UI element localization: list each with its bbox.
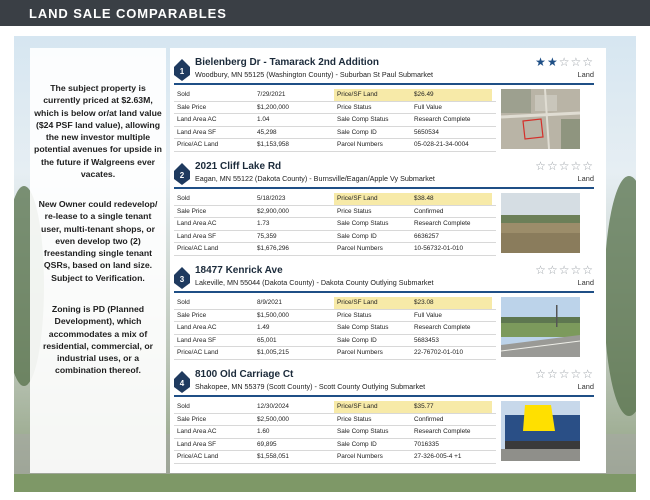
field-label: Price/SF Land xyxy=(337,91,378,98)
table-row xyxy=(174,114,496,127)
table-row xyxy=(174,139,496,152)
field-value: Research Complete xyxy=(414,324,471,332)
field-value: $1,500,000 xyxy=(257,311,289,319)
star-filled-icon: ★ xyxy=(535,55,547,69)
divider xyxy=(174,83,594,85)
field-label: Land Area SF xyxy=(177,440,217,448)
table-row xyxy=(174,297,496,310)
field-label: Sale Comp ID xyxy=(337,440,377,448)
star-empty-icon: ☆ xyxy=(570,263,583,277)
comp-details-table xyxy=(174,193,496,256)
star-empty-icon: ☆ xyxy=(582,367,594,381)
aerial-parcel-photo[interactable] xyxy=(501,89,580,149)
field-label: Land Area AC xyxy=(177,428,217,436)
star-empty-icon: ☆ xyxy=(546,159,559,173)
star-empty-icon: ☆ xyxy=(558,55,571,69)
property-type: Land xyxy=(577,70,594,79)
comp-details-table xyxy=(174,297,496,360)
header-bar xyxy=(0,0,650,26)
field-value: 1.73 xyxy=(257,220,270,228)
field-label: Land Area AC xyxy=(177,324,217,332)
field-label: Sale Comp ID xyxy=(337,336,377,344)
star-empty-icon: ☆ xyxy=(546,263,559,277)
field-label: Sold xyxy=(177,91,190,98)
summary-redevelop-text: New Owner could redevelop/ re-lease to a single tenant user, multi-tenant shops, or even develop two (2) freestanding single tenant QSRs, based on land size. Subject to Verification. xyxy=(38,199,158,283)
property-type: Land xyxy=(577,174,594,183)
field-label: Sale Comp ID xyxy=(337,232,377,240)
comp-address: Woodbury, MN 55125 (Washington County) - Suburban St Paul Submarket xyxy=(195,70,433,79)
comp-name[interactable]: 8100 Old Carriage Ct xyxy=(195,369,294,380)
field-label: Sale Comp Status xyxy=(337,220,389,228)
star-filled-icon: ★ xyxy=(546,55,559,69)
divider xyxy=(174,187,594,189)
field-label: Price Status xyxy=(337,207,372,215)
field-label: Land Area AC xyxy=(177,220,217,228)
comp-details-table xyxy=(174,89,496,152)
field-label: Sale Price xyxy=(177,207,207,215)
field-label: Price/SF Land xyxy=(337,195,378,202)
field-label: Sale Comp Status xyxy=(337,428,389,436)
star-empty-icon: ☆ xyxy=(582,55,594,69)
star-empty-icon: ☆ xyxy=(582,263,594,277)
table-row xyxy=(174,218,496,231)
street-lot-photo[interactable] xyxy=(501,297,580,357)
star-empty-icon: ☆ xyxy=(582,159,594,173)
divider xyxy=(174,395,594,397)
field-label: Price/SF Land xyxy=(337,299,378,306)
field-label: Sold xyxy=(177,403,190,410)
field-value: 27-326-005-4 +1 xyxy=(414,453,462,461)
field-value: 1.60 xyxy=(257,428,270,436)
comp-address: Eagan, MN 55122 (Dakota County) - Burnsville/Eagan/Apple Vy Submarket xyxy=(195,174,435,183)
field-value: $1,558,051 xyxy=(257,453,289,461)
star-empty-icon: ☆ xyxy=(570,55,583,69)
map-pin-icon xyxy=(174,371,190,393)
comp-number: 4 xyxy=(179,379,185,388)
star-empty-icon: ☆ xyxy=(558,367,571,381)
star-empty-icon: ☆ xyxy=(558,159,571,173)
field-value: 45,298 xyxy=(257,128,277,136)
field-value: $1,153,958 xyxy=(257,141,289,149)
field-value: 22-76702-01-010 xyxy=(414,349,464,357)
property-type: Land xyxy=(577,382,594,391)
vacant-lot-photo[interactable] xyxy=(501,193,580,253)
field-label: Price/AC Land xyxy=(177,245,219,253)
field-label: Sale Comp ID xyxy=(337,128,377,136)
field-label: Sold xyxy=(177,299,190,306)
comp-card xyxy=(170,360,606,464)
table-row xyxy=(174,322,496,335)
table-row xyxy=(174,127,496,140)
field-value: $1,676,296 xyxy=(257,245,289,253)
table-row xyxy=(174,310,496,323)
map-pin-icon xyxy=(174,59,190,81)
field-label: Price/AC Land xyxy=(177,349,219,357)
table-row xyxy=(174,193,496,206)
rating-stars xyxy=(535,367,594,381)
field-value: $23.08 xyxy=(414,299,434,306)
field-value: Confirmed xyxy=(414,207,444,215)
field-label: Price/AC Land xyxy=(177,141,219,149)
rating-stars xyxy=(535,263,594,277)
field-value: Research Complete xyxy=(414,220,471,228)
field-label: Sale Price xyxy=(177,415,207,423)
star-empty-icon: ☆ xyxy=(558,263,571,277)
field-value: 1.49 xyxy=(257,324,270,332)
field-value: 6636257 xyxy=(414,232,439,240)
table-row xyxy=(174,414,496,427)
summary-zoning-text: Zoning is PD (Planned Development), which accommodates a mix of residential, commercial, or industrial uses, or a combination thereof. xyxy=(42,304,154,376)
field-label: Price Status xyxy=(337,103,372,111)
table-row xyxy=(174,335,496,348)
star-empty-icon: ☆ xyxy=(535,159,547,173)
field-value: $2,500,000 xyxy=(257,415,289,423)
field-value: 12/30/2024 xyxy=(257,403,289,410)
field-label: Land Area SF xyxy=(177,336,217,344)
comp-number: 1 xyxy=(179,67,185,76)
field-label: Sale Comp Status xyxy=(337,116,389,124)
property-type: Land xyxy=(577,278,594,287)
field-value: Research Complete xyxy=(414,428,471,436)
map-pin-icon xyxy=(174,163,190,185)
star-empty-icon: ☆ xyxy=(535,263,547,277)
table-row xyxy=(174,439,496,452)
comp-name[interactable]: Bielenberg Dr - Tamarack 2nd Addition xyxy=(195,57,379,68)
field-label: Price Status xyxy=(337,311,372,319)
field-value: $1,005,215 xyxy=(257,349,289,357)
comp-card xyxy=(170,48,606,152)
field-label: Land Area SF xyxy=(177,232,217,240)
field-value: Full Value xyxy=(414,103,442,111)
field-value: Full Value xyxy=(414,311,442,319)
field-value: 5/18/2023 xyxy=(257,195,286,202)
field-label: Parcel Numbers xyxy=(337,245,383,253)
table-row xyxy=(174,231,496,244)
field-label: Price/AC Land xyxy=(177,453,219,461)
comp-card xyxy=(170,152,606,256)
divider xyxy=(174,291,594,293)
comp-card xyxy=(170,256,606,360)
comp-name[interactable]: 18477 Kenrick Ave xyxy=(195,265,283,276)
best-buy-store-photo[interactable] xyxy=(501,401,580,461)
field-label: Sale Price xyxy=(177,103,207,111)
table-row xyxy=(174,243,496,256)
comp-address: Shakopee, MN 55379 (Scott County) - Scott County Outlying Submarket xyxy=(195,382,426,391)
table-row xyxy=(174,347,496,360)
field-value: 7016335 xyxy=(414,440,439,448)
field-value: 5683453 xyxy=(414,336,439,344)
comparables-panel xyxy=(170,48,606,473)
table-row xyxy=(174,426,496,439)
field-value: 65,001 xyxy=(257,336,277,344)
field-value: 7/29/2021 xyxy=(257,91,286,98)
star-empty-icon: ☆ xyxy=(570,159,583,173)
table-row xyxy=(174,401,496,414)
summary-panel xyxy=(30,48,166,473)
field-value: $2,900,000 xyxy=(257,207,289,215)
field-value: 1.04 xyxy=(257,116,270,124)
field-value: $35.77 xyxy=(414,403,434,410)
field-value: $38.48 xyxy=(414,195,434,202)
star-empty-icon: ☆ xyxy=(535,367,547,381)
field-value: 75,359 xyxy=(257,232,277,240)
rating-stars xyxy=(535,159,594,173)
field-label: Price/SF Land xyxy=(337,403,378,410)
field-label: Price Status xyxy=(337,415,372,423)
field-value: 10-56732-01-010 xyxy=(414,245,464,253)
star-empty-icon: ☆ xyxy=(546,367,559,381)
field-value: Confirmed xyxy=(414,415,444,423)
table-row xyxy=(174,102,496,115)
field-label: Land Area SF xyxy=(177,128,217,136)
field-value: $26.49 xyxy=(414,91,434,98)
field-label: Sale Price xyxy=(177,311,207,319)
comp-details-table xyxy=(174,401,496,464)
page-title: LAND SALE COMPARABLES xyxy=(29,6,227,21)
table-row xyxy=(174,89,496,102)
field-value: 5650534 xyxy=(414,128,439,136)
comp-number: 3 xyxy=(179,275,185,284)
summary-pricing-text: The subject property is currently priced at $2.63M, which is below or/at land value ($24 PSF land value), allowing the new investor multiple potential avenues for upside in the future if Walgreens ever vacates. xyxy=(34,83,162,180)
field-value: 69,895 xyxy=(257,440,277,448)
field-label: Land Area AC xyxy=(177,116,217,124)
map-pin-icon xyxy=(174,267,190,289)
field-label: Parcel Numbers xyxy=(337,141,383,149)
field-value: 05-028-21-34-0004 xyxy=(414,141,469,149)
field-label: Sale Comp Status xyxy=(337,324,389,332)
comp-address: Lakeville, MN 55044 (Dakota County) - Dakota County Outlying Submarket xyxy=(195,278,434,287)
field-label: Sold xyxy=(177,195,190,202)
comp-number: 2 xyxy=(179,171,185,180)
rating-stars xyxy=(535,55,594,69)
field-label: Parcel Numbers xyxy=(337,453,383,461)
comp-name[interactable]: 2021 Cliff Lake Rd xyxy=(195,161,282,172)
table-row xyxy=(174,451,496,464)
star-empty-icon: ☆ xyxy=(570,367,583,381)
field-label: Parcel Numbers xyxy=(337,349,383,357)
field-value: 8/9/2021 xyxy=(257,299,282,306)
field-value: Research Complete xyxy=(414,116,471,124)
field-value: $1,200,000 xyxy=(257,103,289,111)
table-row xyxy=(174,206,496,219)
